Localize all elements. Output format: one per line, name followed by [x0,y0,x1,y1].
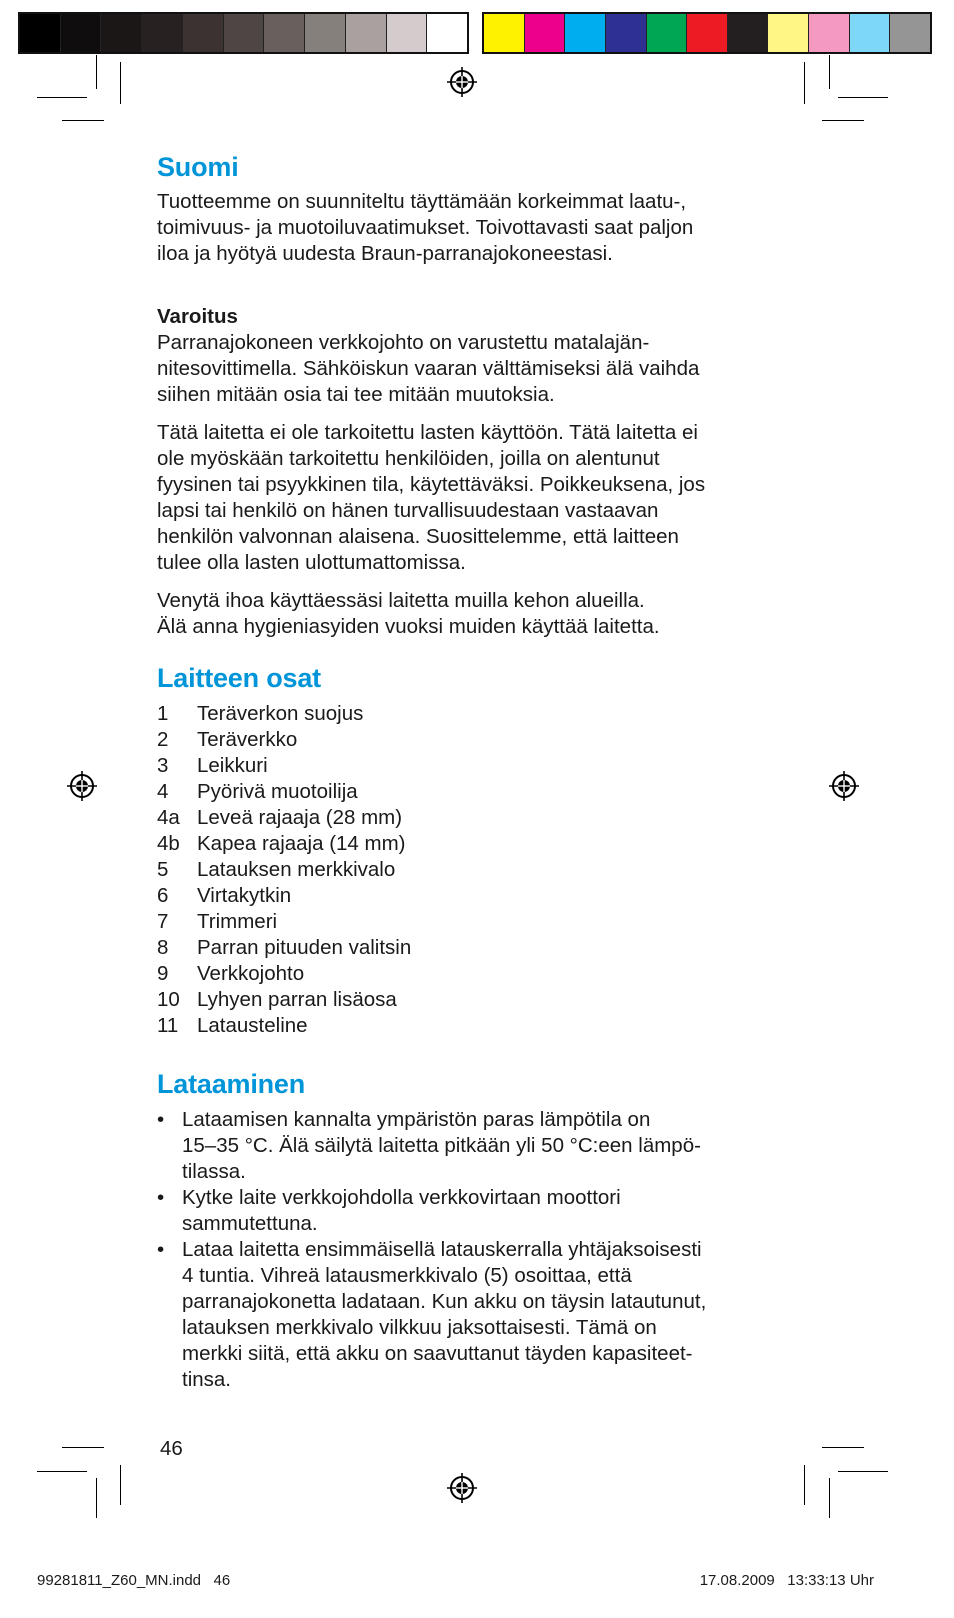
bullet-text: Lataamisen kannalta ympäristön paras lämpötila on 15–35 °C. Älä säilytä laitetta pitkään yli 50 °C:een lämpö- tilassa. [182,1108,701,1183]
color-swatch [728,14,769,52]
warning-paragraph: Tätä laitetta ei ole tarkoitettu lasten käyttöön. Tätä laitetta ei ole myöskään tarkoitettu henkilöiden, joilla on alentunut fyysinen tai psyykkinen tila, käytettäväksi. Poikkeuksena, jos lapsi tai henkilö on hänen turvallisuudestaan vastaavan henkilön valvonnan alaisena. Suosittelemme, että laitteen tulee olla lasten ulottumattomissa. [157,421,706,574]
crop-mark [62,120,104,121]
color-swatch [305,14,346,52]
charging-bullet-list [157,1107,797,1393]
color-swatch [890,14,930,52]
registration-mark-icon [829,771,859,801]
crop-mark [829,1478,830,1518]
crop-mark [37,1471,87,1472]
color-swatch [484,14,525,52]
part-label: Verkkojohto [197,962,305,985]
registration-mark-icon [67,771,97,801]
color-swatch [647,14,688,52]
bullet-text: Kytke laite verkkojohdolla verkkovirtaan moottori sammutettuna. [182,1186,621,1235]
crop-mark [120,62,121,104]
crop-mark [804,1465,805,1505]
part-number: 7 [157,910,169,933]
color-swatch [142,14,183,52]
bullet-icon: • [157,1108,165,1131]
color-swatch [850,14,891,52]
part-label: Trimmeri [197,910,278,933]
part-number: 8 [157,936,169,959]
part-number: 10 [157,988,180,1011]
warning-paragraph: Parranajokoneen verkkojohto on varustettu matalajän- nitesovittimella. Sähköiskun vaaran välttämiseksi älä vaihda siihen mitään osia tai tee mitään muutoksia. [157,331,700,406]
color-swatch [264,14,305,52]
part-number: 5 [157,858,169,881]
page-number: 46 [160,1437,183,1460]
bullet-icon: • [157,1238,165,1261]
part-number: 6 [157,884,169,907]
registration-mark-icon [447,1473,477,1503]
crop-mark [804,62,805,104]
color-swatch [687,14,728,52]
part-number: 4a [157,806,180,829]
intro-paragraph: Tuotteemme on suunniteltu täyttämään korkeimmat laatu-, toimivuus- ja muotoiluvaatimukset. Toivottavasti saat paljon iloa ja hyötyä uudesta Braun-parranajokoneestasi. [157,190,694,265]
part-label: Leveä rajaaja (28 mm) [197,806,403,829]
parts-list-item [157,727,797,753]
color-swatch [565,14,606,52]
parts-list [157,701,797,1039]
color-swatch [224,14,265,52]
color-swatch [387,14,428,52]
crop-mark [120,1465,121,1505]
part-number: 11 [157,1014,179,1037]
crop-mark [838,97,888,98]
color-swatch [768,14,809,52]
parts-list-item [157,883,797,909]
part-label: Kapea rajaaja (14 mm) [197,832,406,855]
parts-list-item [157,1013,797,1039]
crop-mark [96,1478,97,1518]
part-label: Latausteline [197,1014,308,1037]
slug-file-info: 99281811_Z60_MN.indd 46 [37,1572,231,1589]
warning-heading: Varoitus [157,305,238,328]
part-label: Pyörivä muotoilija [197,780,358,803]
section-title-charging: Lataaminen [157,1069,306,1099]
parts-list-item [157,779,797,805]
part-number: 3 [157,754,169,777]
crop-mark [37,97,87,98]
color-swatch [183,14,224,52]
charging-bullet-item [157,1107,797,1185]
crop-mark [822,120,864,121]
section-title-suomi: Suomi [157,152,239,182]
part-label: Latauksen merkkivalo [197,858,396,881]
bullet-text: Lataa laitetta ensimmäisellä latauskerralla yhtäjaksoisesti 4 tuntia. Vihreä latausmerkkivalo (5) osoittaa, että parranajokonetta ladataan. Kun akku on täysin latautunut, latauksen merkkivalo vilkkuu jaksottaisesti. Tämä on merkki siitä, että akku on saavuttanut täyden kapasiteet- tinsa. [182,1238,707,1391]
part-label: Lyhyen parran lisäosa [197,988,397,1011]
color-swatch [61,14,102,52]
parts-list-item [157,961,797,987]
color-swatch [346,14,387,52]
parts-list-item [157,701,797,727]
registration-mark-icon [447,67,477,97]
part-label: Parran pituuden valitsin [197,936,412,959]
parts-list-item [157,935,797,961]
color-swatch [809,14,850,52]
crop-mark [838,1471,888,1472]
part-number: 4b [157,832,180,855]
page-content [157,150,797,1393]
part-number: 2 [157,728,169,751]
parts-list-item [157,909,797,935]
color-swatch [20,14,61,52]
warning-paragraph: Venytä ihoa käyttäessäsi laitetta muilla kehon alueilla. Älä anna hygieniasyiden vuoksi muiden käyttää laitetta. [157,589,660,638]
slug-datetime: 17.08.2009 13:33:13 Uhr [699,1572,874,1589]
process-color-bar [482,12,932,54]
charging-bullet-item [157,1237,797,1393]
parts-list-item [157,987,797,1013]
charging-bullet-item [157,1185,797,1237]
parts-list-item [157,831,797,857]
part-label: Virtakytkin [197,884,292,907]
parts-list-item [157,857,797,883]
color-swatch [427,14,467,52]
color-swatch [525,14,566,52]
crop-mark [96,55,97,89]
parts-list-item [157,805,797,831]
crop-mark [822,1447,864,1448]
part-number: 9 [157,962,169,985]
crop-mark [829,55,830,89]
part-label: Teräverkon suojus [197,702,364,725]
part-label: Leikkuri [197,754,268,777]
section-title-parts: Laitteen osat [157,663,321,693]
color-swatch [101,14,142,52]
part-label: Teräverkko [197,728,298,751]
parts-list-item [157,753,797,779]
color-swatch [606,14,647,52]
bullet-icon: • [157,1186,165,1209]
grayscale-color-bar [18,12,469,54]
part-number: 1 [157,702,169,725]
crop-mark [62,1447,104,1448]
part-number: 4 [157,780,169,803]
